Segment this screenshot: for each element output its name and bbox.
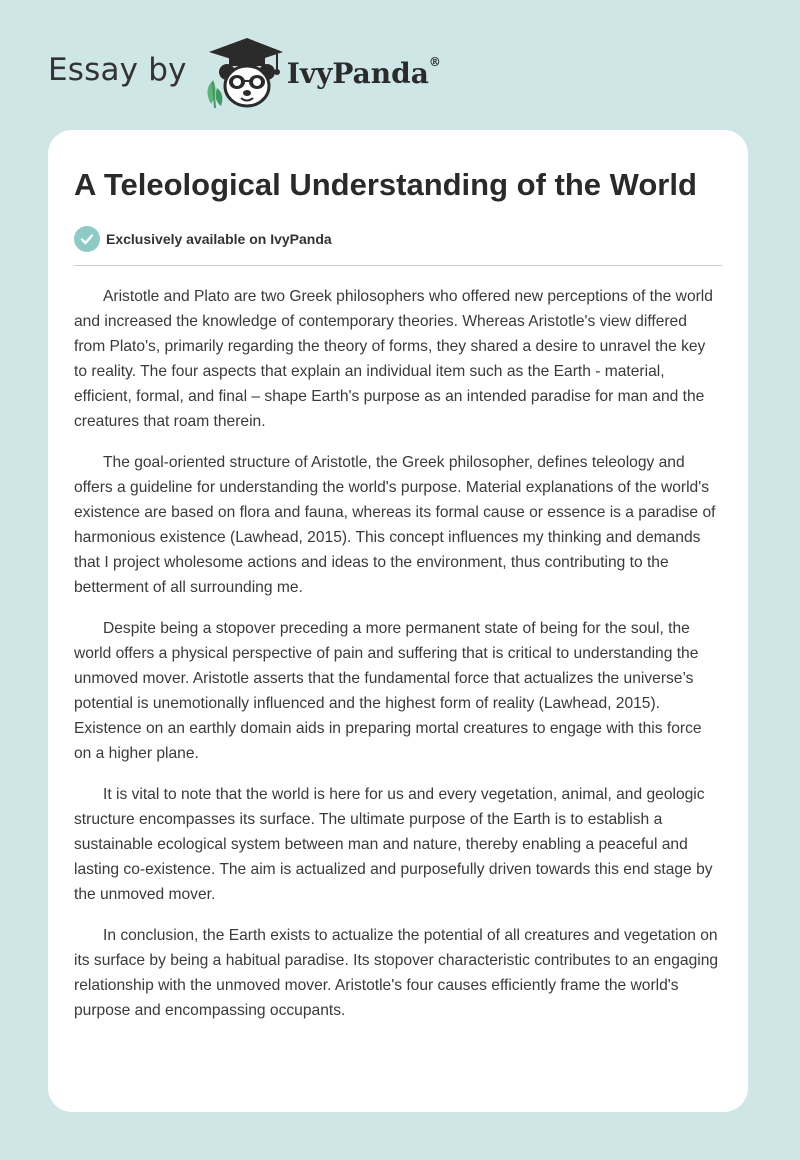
brand-name[interactable]: IvyPanda® [286, 54, 441, 90]
site-header [48, 30, 441, 110]
essay-by-label: Essay by [48, 52, 187, 88]
exclusive-badge-label: Exclusively available on IvyPanda [106, 231, 332, 247]
divider [74, 265, 722, 266]
essay-paragraph-5: In conclusion, the Earth exists to actualize the potential of all creatures and vegetation on its surface by being a habitual paradise. Its stopover characteristic contributes to an engaging relationship with the unmoved mover. Aristotle's four causes efficiently frame the world's purpose and encompassing occupants. [74, 927, 719, 1019]
registered-mark: ® [428, 54, 441, 69]
essay-title: A Teleological Understanding of the World [74, 167, 697, 202]
exclusive-badge [74, 225, 722, 253]
check-icon [74, 226, 100, 252]
essay-card [48, 130, 748, 1112]
essay-paragraph-2: The goal-oriented structure of Aristotle, the Greek philosopher, defines teleology and offers a guideline for understanding the world's purpose. Material explanations of the world's existence are based on flora and fauna, whereas its formal cause or essence is a paradise of harmonious existence (Lawhead, 2015). This concept influences my thinking and demands that I project wholesome actions and ideas to the environment, thus contributing to the betterment of all surrounding me. [74, 454, 716, 596]
essay-paragraph-4: It is vital to note that the world is here for us and every vegetation, animal, and geologic structure encompasses its surface. The ultimate purpose of the Earth is to establish a sustainable ecological system between man and nature, thereby enabling a peaceful and lasting co-existence. The aim is actualized and purposefully driven towards this end stage by the unmoved mover. [74, 786, 713, 903]
essay-paragraph-1: Aristotle and Plato are two Greek philosophers who offered new perceptions of the world and increased the knowledge of contemporary theories. Whereas Aristotle's view differed from Plato's, primarily regarding the theory of forms, they shared a desire to unravel the key to reality. The four aspects that explain an individual item such as the Earth - material, efficient, formal, and final – shape Earth's purpose as an intended paradise for man and the creatures that roam therein. [74, 288, 713, 430]
panda-logo-icon[interactable] [199, 30, 285, 110]
essay-paragraph-3: Despite being a stopover preceding a more permanent state of being for the soul, the world offers a physical perspective of pain and suffering that is critical to understanding the unmoved mover. Aristotle asserts that the fundamental force that actualizes the universe’s potential is unemotionally influenced and the highest form of reality (Lawhead, 2015). Existence on an earthly domain aids in preparing mortal creatures to engage with this force on a higher plane. [74, 620, 702, 762]
